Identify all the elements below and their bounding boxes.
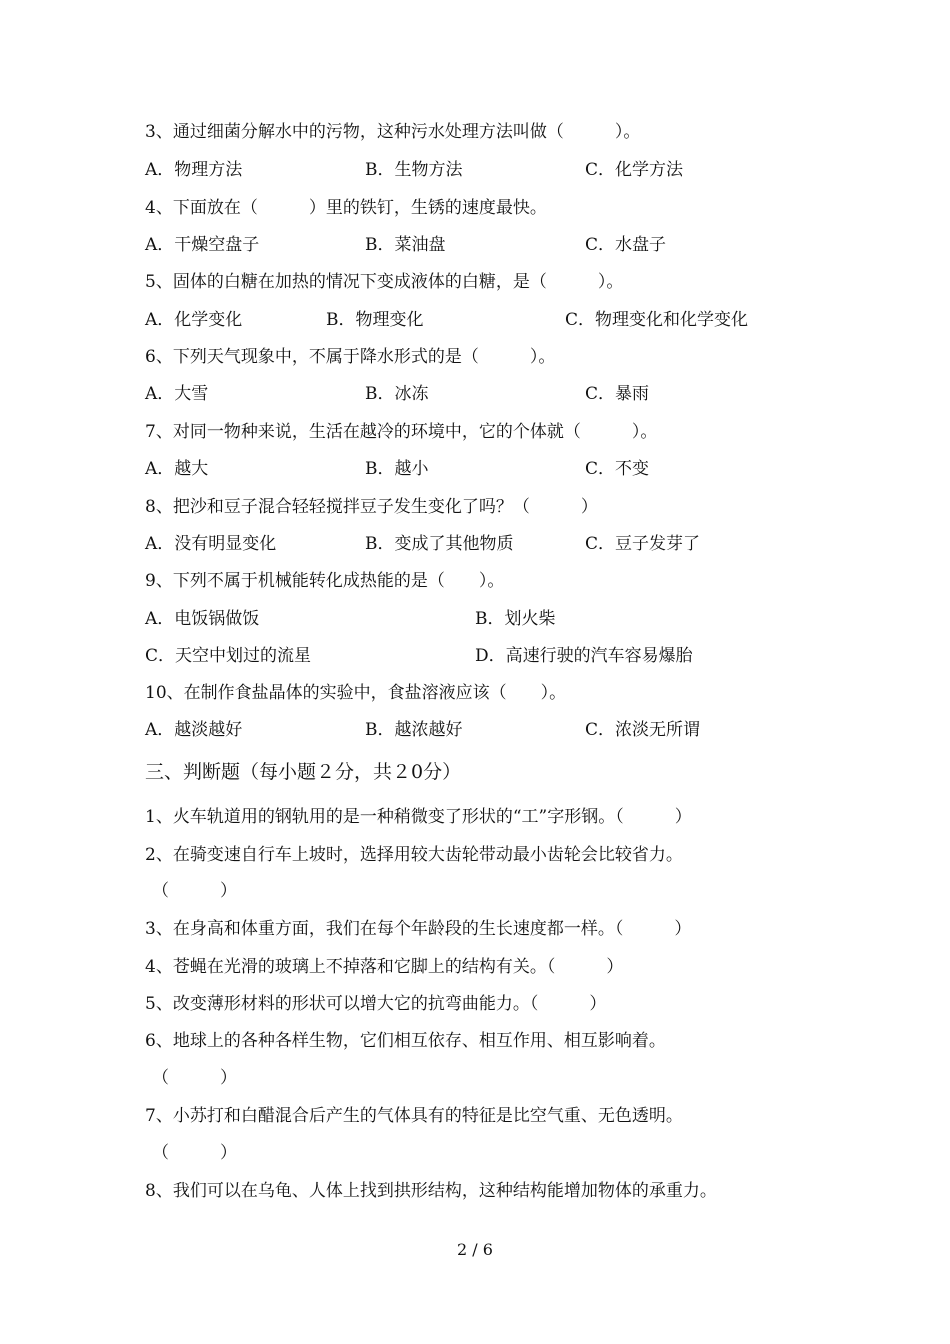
option-c: C．豆子发芽了 [585, 534, 701, 554]
judgement-item: 1、火车轨道用的钢轨用的是一种稍微变了形状的“工”字形钢。（ ） [145, 807, 692, 827]
judgement-item: （ ） [152, 881, 237, 901]
option-a: A．越大 [145, 459, 209, 479]
judgement-item: 7、小苏打和白醋混合后产生的气体具有的特征是比空气重、无色透明。 [145, 1106, 683, 1126]
judgement-item: 8、我们可以在乌龟、人体上找到拱形结构，这种结构能增加物体的承重力。 [145, 1181, 717, 1201]
question-stem: 6、下列天气现象中，不属于降水形式的是（ ）。 [145, 347, 556, 367]
judgement-item: （ ） [152, 1143, 237, 1163]
option-b: B．生物方法 [365, 160, 463, 180]
option-b: B．变成了其他物质 [365, 534, 514, 554]
judgement-item: 3、在身高和体重方面，我们在每个年龄段的生长速度都一样。（ ） [145, 919, 692, 939]
question-stem: 10、在制作食盐晶体的实验中，食盐溶液应该（ ）。 [145, 683, 567, 703]
option-c: C．不变 [585, 459, 650, 479]
question-stem: 8、把沙和豆子混合轻轻搅拌豆子发生变化了吗？（ ） [145, 497, 598, 517]
option-c: C．物理变化和化学变化 [565, 310, 749, 330]
option-c: C．水盘子 [585, 235, 667, 255]
option-c: C．天空中划过的流星 [145, 646, 312, 666]
question-stem: 7、对同一物种来说，生活在越冷的环境中，它的个体就（ ）。 [145, 422, 658, 442]
section-title: 三、判断题（每小题２分，共２0分） [145, 761, 462, 783]
option-a: A．没有明显变化 [145, 534, 277, 554]
option-b: B．划火柴 [475, 609, 556, 629]
option-b: B．菜油盘 [365, 235, 446, 255]
option-b: B．越小 [365, 459, 429, 479]
question-stem: 3、通过细菌分解水中的污物，这种污水处理方法叫做（ ）。 [145, 122, 641, 142]
question-stem: 5、固体的白糖在加热的情况下变成液体的白糖，是（ ）。 [145, 272, 624, 292]
option-a: A．电饭锅做饭 [145, 609, 260, 629]
option-c: C．暴雨 [585, 384, 650, 404]
option-a: A．越淡越好 [145, 720, 243, 740]
option-b: B．物理变化 [326, 310, 424, 330]
question-stem: 9、下列不属于机械能转化成热能的是（ ）。 [145, 571, 505, 591]
option-b: B．越浓越好 [365, 720, 463, 740]
question-stem: 4、下面放在（ ）里的铁钉，生锈的速度最快。 [145, 198, 547, 218]
option-c: C．化学方法 [585, 160, 684, 180]
option-d: D．高速行驶的汽车容易爆胎 [475, 646, 693, 666]
option-a: A．干燥空盘子 [145, 235, 260, 255]
option-a: A．化学变化 [145, 310, 243, 330]
option-c: C．浓淡无所谓 [585, 720, 701, 740]
judgement-item: （ ） [152, 1068, 237, 1088]
option-b: B．冰冻 [365, 384, 429, 404]
judgement-item: 6、地球上的各种各样生物，它们相互依存、相互作用、相互影响着。 [145, 1031, 666, 1051]
option-a: A．物理方法 [145, 160, 243, 180]
judgement-item: 2、在骑变速自行车上坡时，选择用较大齿轮带动最小齿轮会比较省力。 [145, 845, 683, 865]
judgement-item: 4、苍蝇在光滑的玻璃上不掉落和它脚上的结构有关。（ ） [145, 957, 624, 977]
judgement-item: 5、改变薄形材料的形状可以增大它的抗弯曲能力。（ ） [145, 994, 607, 1014]
page-number: 2 / 6 [457, 1240, 493, 1259]
option-a: A．大雪 [145, 384, 209, 404]
